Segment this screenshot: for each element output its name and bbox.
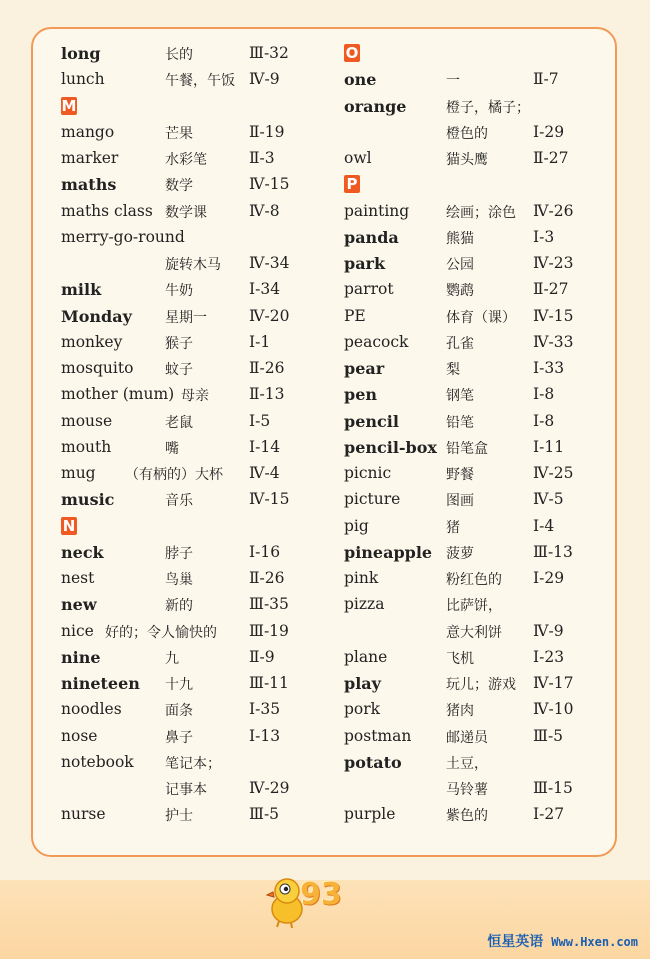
chinese-meaning: 菠萝 — [446, 545, 474, 562]
chinese-meaning: 九 — [165, 650, 179, 667]
chinese-meaning: 公园 — [446, 257, 474, 273]
english-word: parrot — [344, 280, 394, 299]
unit-reference: Ⅱ-27 — [533, 280, 569, 299]
chinese-meaning: 水彩笔 — [165, 152, 207, 168]
chinese-meaning: 星期一 — [165, 309, 207, 326]
chinese-meaning: 紫色的 — [446, 808, 488, 825]
unit-reference: Ⅳ-4 — [249, 464, 280, 482]
english-word: painting — [344, 201, 410, 220]
english-word: monkey — [61, 332, 123, 351]
unit-reference: Ⅱ-19 — [249, 122, 285, 141]
unit-reference: Ⅰ-11 — [533, 437, 565, 456]
unit-reference: Ⅱ-7 — [533, 70, 559, 89]
unit-reference: Ⅳ-10 — [533, 700, 574, 719]
chinese-meaning: 猴子 — [165, 335, 193, 352]
english-word: lunch — [61, 70, 105, 89]
unit-reference: Ⅲ-5 — [533, 726, 564, 745]
chinese-meaning: 嘴 — [165, 440, 179, 457]
unit-reference: Ⅳ-29 — [249, 779, 290, 797]
english-word: Monday — [61, 306, 132, 326]
chinese-meaning: 音乐 — [165, 493, 193, 510]
english-word: pear — [344, 359, 385, 378]
unit-reference: Ⅳ-17 — [533, 674, 574, 692]
chinese-meaning: 猫头鹰 — [446, 152, 488, 168]
chinese-meaning: 脖子 — [165, 545, 193, 562]
chinese-meaning: 护士 — [165, 808, 193, 825]
english-word: panda — [344, 227, 399, 247]
english-word: pork — [344, 700, 381, 719]
english-word: pen — [344, 385, 377, 405]
english-word: nineteen — [61, 674, 140, 693]
english-word: marker — [61, 149, 119, 167]
vocabulary-card — [31, 27, 617, 857]
unit-reference: Ⅰ-14 — [249, 437, 281, 456]
english-word: notebook — [61, 752, 134, 771]
chinese-meaning: 老鼠 — [165, 414, 193, 431]
unit-reference: Ⅳ-20 — [249, 306, 290, 325]
english-word: mouse — [61, 411, 113, 430]
unit-reference: Ⅰ-34 — [249, 280, 281, 299]
unit-reference: Ⅳ-26 — [533, 201, 574, 220]
chinese-meaning: 马铃薯 — [446, 782, 488, 798]
unit-reference: Ⅱ-9 — [249, 647, 275, 666]
unit-reference: Ⅳ-25 — [533, 464, 574, 482]
unit-reference: Ⅰ-8 — [533, 411, 555, 430]
chinese-meaning: 好的；令人愉快的 — [105, 624, 217, 641]
chinese-meaning: 铅笔盒 — [446, 440, 488, 457]
watermark-url: Www.Hxen.com — [551, 935, 638, 949]
unit-reference: Ⅰ-3 — [533, 227, 555, 246]
unit-reference: Ⅳ-5 — [533, 490, 564, 509]
letter-badge: P — [344, 175, 360, 193]
chinese-meaning: 邮递员 — [446, 729, 488, 746]
chinese-meaning: 熊猫 — [446, 230, 474, 247]
english-word: new — [61, 595, 97, 615]
unit-reference: Ⅳ-15 — [249, 175, 290, 194]
unit-reference: Ⅲ-11 — [249, 674, 289, 692]
unit-reference: Ⅱ-3 — [249, 149, 275, 167]
english-word: milk — [61, 280, 102, 300]
unit-reference: Ⅳ-9 — [249, 70, 280, 89]
letter-badge: N — [62, 516, 76, 535]
english-word: park — [344, 254, 386, 273]
english-word: neck — [61, 542, 104, 562]
chinese-meaning: 铅笔 — [446, 414, 474, 431]
english-word: maths class — [61, 201, 153, 220]
english-word: pig — [344, 516, 369, 535]
chinese-meaning: 橙色的 — [446, 125, 488, 142]
english-word: nice — [61, 621, 94, 640]
english-word: mother (mum) — [61, 385, 175, 404]
english-word: mosquito — [61, 359, 134, 377]
watermark-brand: 恒星英语 — [487, 934, 544, 950]
unit-reference: Ⅰ-16 — [249, 542, 281, 561]
unit-reference: Ⅲ-19 — [249, 621, 289, 640]
unit-reference: Ⅱ-26 — [249, 569, 285, 587]
chinese-meaning: 母亲 — [181, 388, 209, 405]
unit-reference: Ⅳ-34 — [249, 254, 290, 272]
unit-reference: Ⅲ-13 — [533, 542, 573, 561]
chinese-meaning: 面条 — [165, 703, 193, 720]
chinese-meaning: 牛奶 — [165, 283, 193, 300]
english-word: one — [344, 70, 377, 90]
chinese-meaning: 新的 — [165, 598, 193, 615]
chinese-meaning: 旋转木马 — [165, 257, 221, 273]
chinese-meaning: 蚊子 — [165, 362, 193, 378]
unit-reference: Ⅰ-1 — [249, 332, 271, 351]
unit-reference: Ⅰ-8 — [533, 385, 555, 404]
chinese-meaning: 猪 — [446, 519, 460, 536]
english-word: orange — [344, 96, 407, 116]
chinese-meaning: 猪肉 — [446, 703, 474, 720]
unit-reference: Ⅱ-26 — [249, 359, 285, 377]
english-word: nest — [61, 569, 95, 587]
english-word: plane — [344, 647, 388, 666]
unit-reference: Ⅰ-35 — [249, 700, 281, 719]
english-word: nine — [61, 647, 101, 667]
chinese-meaning: 粉红色的 — [446, 572, 502, 588]
english-word: postman — [344, 726, 412, 745]
english-word: merry-go-round — [61, 227, 185, 246]
unit-reference: Ⅳ-23 — [533, 254, 574, 272]
unit-reference: Ⅲ-5 — [249, 805, 280, 824]
chinese-meaning: 鹦鹉 — [446, 283, 474, 300]
chinese-meaning: 橙子，橘子； — [446, 99, 530, 116]
unit-reference: Ⅳ-8 — [249, 201, 280, 220]
english-word: pencil — [344, 411, 399, 431]
letter-badge: M — [61, 96, 77, 115]
chinese-meaning: 梨 — [446, 362, 460, 378]
unit-reference: Ⅱ-27 — [533, 149, 569, 167]
unit-reference: Ⅳ-15 — [249, 490, 290, 509]
chinese-meaning: 鸟巢 — [165, 572, 193, 588]
chinese-meaning: 土豆， — [446, 755, 488, 772]
letter-badge: O — [345, 44, 359, 62]
chinese-meaning: 记事本 — [165, 782, 207, 798]
unit-reference: Ⅰ-5 — [249, 411, 271, 430]
unit-reference: Ⅰ-27 — [533, 805, 565, 824]
chinese-meaning: 孔雀 — [446, 335, 474, 352]
unit-reference: Ⅲ-35 — [249, 595, 289, 614]
unit-reference: Ⅳ-9 — [533, 621, 564, 640]
english-word: pink — [344, 569, 379, 587]
english-word: maths — [61, 175, 117, 195]
unit-reference: Ⅰ-4 — [533, 516, 555, 535]
chinese-meaning: 绘画；涂色 — [446, 204, 516, 221]
chinese-meaning: 比萨饼， — [446, 598, 502, 615]
chinese-meaning: 钢笔 — [446, 388, 474, 405]
chinese-meaning: 十九 — [165, 677, 193, 693]
english-word: picture — [344, 490, 401, 509]
unit-reference: Ⅲ-32 — [249, 44, 289, 62]
chinese-meaning: 数学课 — [165, 204, 207, 221]
unit-reference: Ⅳ-15 — [533, 306, 574, 325]
chinese-meaning: 野餐 — [446, 467, 474, 483]
english-word: mango — [61, 122, 115, 141]
chinese-meaning: 午餐，午饭 — [165, 73, 235, 90]
unit-reference: Ⅰ-29 — [533, 569, 565, 587]
english-word: mouth — [61, 437, 112, 456]
english-word: music — [61, 490, 115, 510]
english-word: pineapple — [344, 542, 433, 562]
unit-reference: Ⅰ-23 — [533, 647, 565, 666]
unit-reference: Ⅰ-13 — [249, 726, 281, 745]
english-word: pizza — [344, 595, 385, 614]
english-word: purple — [344, 805, 396, 824]
chinese-meaning: 笔记本； — [165, 755, 221, 772]
chinese-meaning: 意大利饼 — [446, 624, 502, 641]
unit-reference: Ⅳ-33 — [533, 332, 574, 351]
english-word: mug — [61, 464, 96, 482]
page-number: 93 — [300, 877, 342, 912]
english-word: long — [61, 44, 101, 63]
chinese-meaning: （有柄的）大杯 — [125, 467, 223, 483]
english-word: potato — [344, 752, 402, 772]
english-word: picnic — [344, 464, 392, 482]
chinese-meaning: 芒果 — [165, 125, 193, 142]
english-word: noodles — [61, 700, 122, 719]
chinese-meaning: 体育（课） — [446, 309, 516, 326]
watermark — [487, 931, 638, 951]
english-word: play — [344, 674, 381, 693]
english-word: PE — [344, 306, 366, 325]
chinese-meaning: 图画 — [446, 493, 474, 510]
unit-reference: Ⅲ-15 — [533, 779, 573, 797]
unit-reference: Ⅰ-33 — [533, 359, 565, 377]
chinese-meaning: 数学 — [165, 178, 193, 195]
chinese-meaning: 鼻子 — [165, 729, 193, 746]
english-word: peacock — [344, 332, 409, 351]
unit-reference: Ⅰ-29 — [533, 122, 565, 141]
chinese-meaning: 飞机 — [446, 650, 474, 667]
chinese-meaning: 一 — [446, 73, 460, 90]
unit-reference: Ⅱ-13 — [249, 385, 285, 404]
chinese-meaning: 长的 — [165, 47, 193, 63]
english-word: nurse — [61, 805, 106, 824]
english-word: nose — [61, 726, 98, 745]
english-word: owl — [344, 149, 372, 167]
chinese-meaning: 玩儿；游戏 — [446, 677, 516, 693]
english-word: pencil-box — [344, 437, 437, 457]
